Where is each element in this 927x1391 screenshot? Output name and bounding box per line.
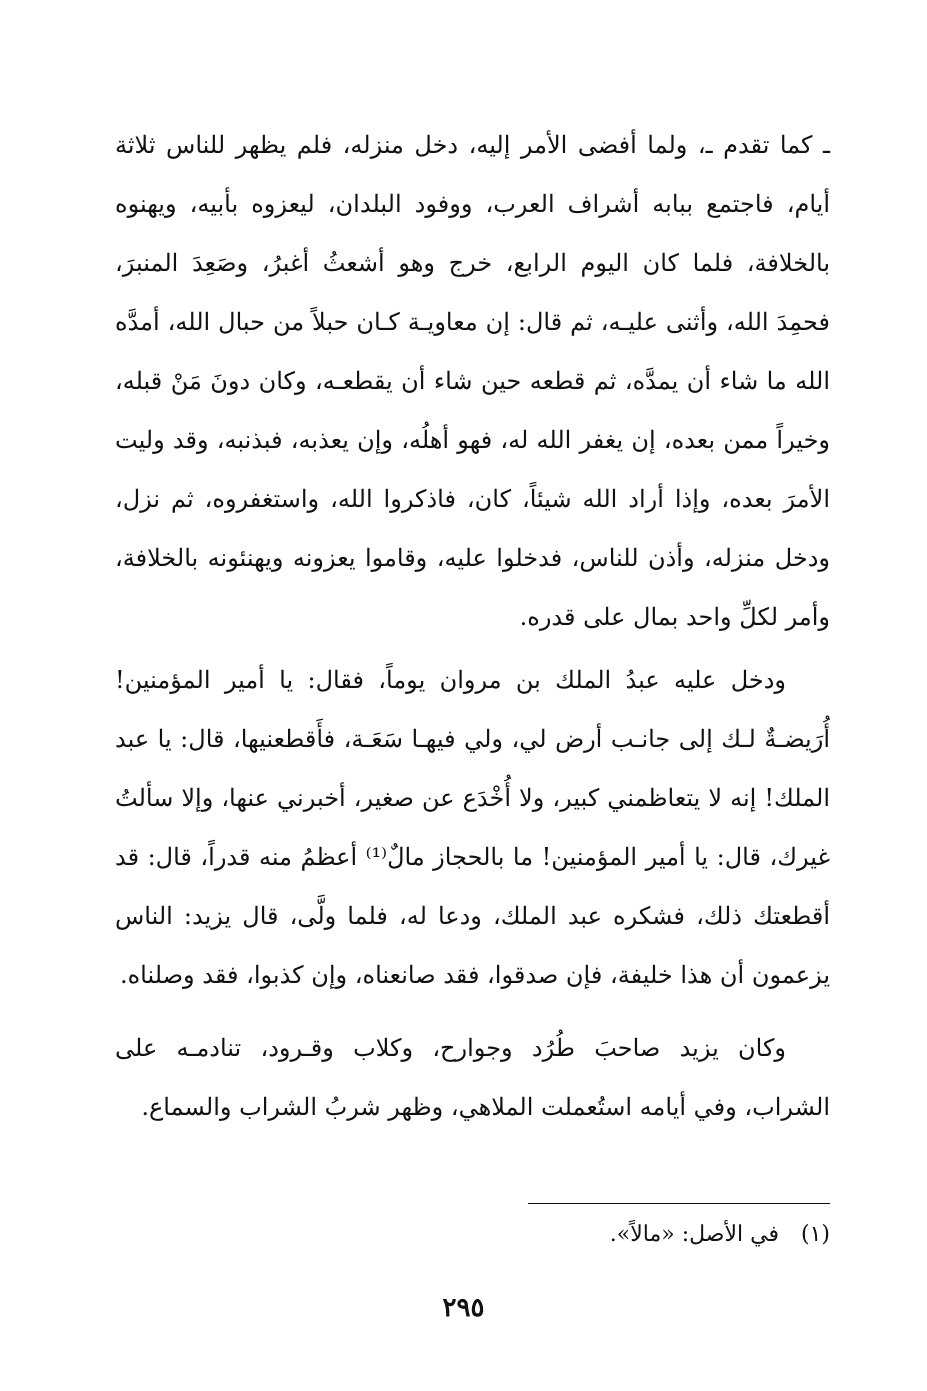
paragraph-2: ودخل عليه عبدُ الملك بن مروان يوماً، فقال: يا أمير المؤمنين! أُرَيضـةٌ لـك إلى جانـب أرض لي، ولي فيهـا سَعَـة، فأَقطعنيها، قال: يا عبد الملك! إنه لا يتعاظمني كبير، ولا أُخْدَع عن صغير، أخبرني عنها، وإلا سألتُ غيرك، قال: يا أمير المؤمنين! ما بالحجاز مالٌ⁽¹⁾ أعظمُ منه قدراً، قال: قد أقطعتك ذلك، فشكره عبد الملك، ودعا له، فلما ولَّى، قال يزيد: الناس يزعمون أن هذا خليفة، فإن صدقوا، فقد صانعناه، وإن كذبوا، فقد وصلناه. xyxy=(115,666,831,989)
footnote-marker: (١) xyxy=(800,1222,830,1247)
paragraph-1: ـ كما تقدم ـ، ولما أفضى الأمر إليه، دخل منزله، فلم يظهر للناس ثلاثة أيام، فاجتمع ببابه أشراف العرب، ووفود البلدان، ليعزوه بأبيه، ويهنوه بالخلافة، فلما كان اليوم الرابع، خرج وهو أشعثُ أغبرُ، وصَعِدَ المنبرَ، فحمِدَ الله، وأثنى عليـه، ثم قال: إن معاويـة كـان حبلاً من حبال الله، أمدَّه الله ما شاء أن يمدَّه، ثم قطعه حين شاء أن يقطعـه، وكان دونَ مَنْ قبله، وخيراً ممن بعده، إن يغفر الله له، فهو أهلُه، وإن يعذبه، فبذنبه، وقد وليت الأمرَ بعده، وإذا أراد الله شيئاً، كان، فاذكروا الله، واستغفروه، ثم نزل، ودخل منزله، وأذن للناس، فدخلوا عليه، وقاموا يعزونه ويهنئونه بالخلافة، وأمر لكلِّ واحد بمال على قدره. xyxy=(115,131,830,631)
footnote-text: في الأصل: «مالاً». xyxy=(609,1222,779,1247)
footnote-divider xyxy=(528,1203,830,1204)
paragraph-3: وكان يزيد صاحبَ طُرُد وجوارح، وكلاب وقـرود، تنادمـه على الشراب، وفي أيامه استُعملت الملاهي، وظهر شربُ الشراب والسماع. xyxy=(115,1034,830,1121)
page-number: ٢٩٥ xyxy=(442,1293,485,1323)
footnote xyxy=(610,1218,830,1252)
body-text xyxy=(115,116,830,1137)
